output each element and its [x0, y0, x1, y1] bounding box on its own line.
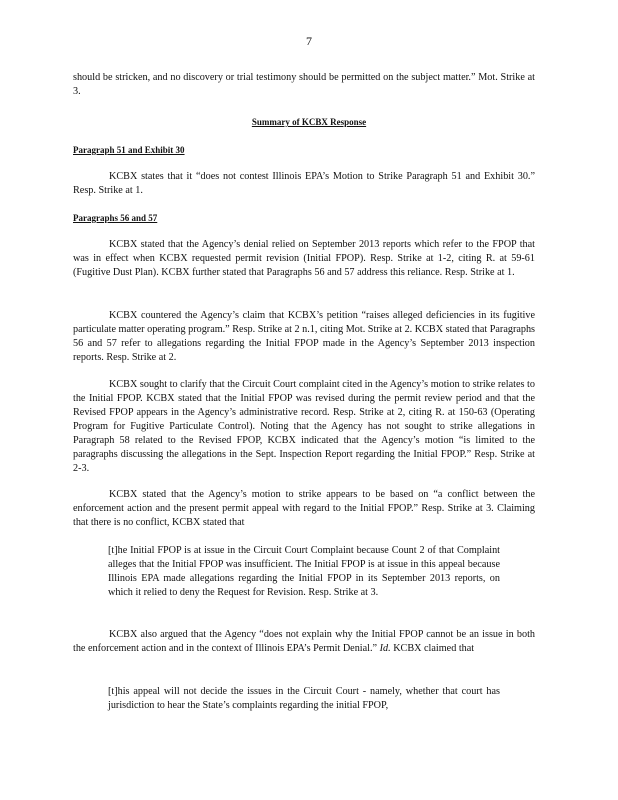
- paragraph-51-text: KCBX states that it “does not contest Illinois EPA’s Motion to Strike Paragraph 51 and Exhibit 30.” Resp. Strike at 1.: [73, 171, 535, 196]
- block-quote-1: [108, 544, 500, 600]
- continuation-text: should be stricken, and no discovery or trial testimony should be permitted on the subject matter.” Mot. Strike at 3.: [73, 72, 535, 97]
- body-paragraph-5: [73, 628, 535, 656]
- body-paragraph-3-text: KCBX sought to clarify that the Circuit Court complaint cited in the Agency’s motion to strike relates to the Initial FPOP. KCBX stated that the Initial FPOP was revised during the permit review period and that the Revised FPOP appears in the Agency’s administrative record. Resp. Strike at 2, citing R. at 150-63 (Operating Program for Fugitive Particulate Control). Noting that the Agency has not sought to strike allegations in Paragraph 58 related to the Revised FPOP, KCBX indicated that the Agency’s motion “is limited to the paragraphs discussing the allegations in the Sept. Inspection Report regarding the Initial FPOP.” Resp. Strike at 2-3.: [73, 379, 535, 474]
- body-paragraph-4-text: KCBX stated that the Agency’s motion to strike appears to be based on “a conflict between the enforcement action and the present permit appeal with regard to the Initial FPOP.” Resp. Strike at 3. Claiming that there is no conflict, KCBX stated that: [73, 489, 535, 528]
- body-paragraph-1-text: KCBX stated that the Agency’s denial relied on September 2013 reports which refer to the FPOP that was in effect when KCBX requested permit revision (Initial FPOP). Resp. Strike at 1-2, citing R. at 59-61 (Fugitive Dust Plan). KCBX further stated that Paragraphs 56 and 57 address this reliance. Resp. Strike at 1.: [73, 239, 535, 278]
- continuation-paragraph: [73, 71, 535, 99]
- block-quote-1-text: [t]he Initial FPOP is at issue in the Circuit Court Complaint because Count 2 of that Complaint alleges that the Initial FPOP was insufficient. The Initial FPOP is at issue in this appeal because Illinois EPA made allegations regarding the Initial FPOP in its September 2013 reports, on which it relied to deny the Request for Revision. Resp. Strike at 3.: [108, 545, 500, 598]
- body-paragraph-5-after: KCBX claimed that: [393, 643, 475, 654]
- body-paragraph-3: [73, 378, 535, 476]
- block-quote-2-text: [t]his appeal will not decide the issues in the Circuit Court - namely, whether that court has jurisdiction to hear the State’s complaints regarding the initial FPOP,: [108, 686, 500, 711]
- block-quote-2: [108, 685, 500, 713]
- paragraphs-56-57-heading: Paragraphs 56 and 57: [73, 213, 158, 223]
- summary-heading-text: Summary of KCBX Response: [251, 117, 367, 127]
- body-paragraph-4: [73, 488, 535, 530]
- id-citation: Id.: [379, 643, 391, 654]
- paragraph-51-heading: Paragraph 51 and Exhibit 30: [73, 145, 185, 155]
- page-number: 7: [306, 34, 312, 48]
- body-paragraph-2-text: KCBX countered the Agency’s claim that KCBX’s petition “raises alleged deficiencies in its fugitive particulate matter operating program.” Resp. Strike at 2 n.1, citing Mot. Strike at 2. KCBX stated that Paragraphs 56 and 57 refer to allegations regarding the Initial FPOP made in the Agency’s September 2013 inspection reports. Resp. Strike at 2.: [73, 310, 536, 363]
- paragraph-51-body: [73, 170, 535, 198]
- body-paragraph-2: [73, 309, 535, 365]
- body-paragraph-5-before: KCBX also argued that the Agency “does not explain why the Initial FPOP cannot be an issue in both the enforcement action and in the context of Illinois EPA’s Permit Denial.”: [73, 629, 535, 654]
- body-paragraph-5-text: [73, 628, 535, 656]
- body-paragraph-1: [73, 238, 535, 280]
- summary-heading: [0, 117, 618, 127]
